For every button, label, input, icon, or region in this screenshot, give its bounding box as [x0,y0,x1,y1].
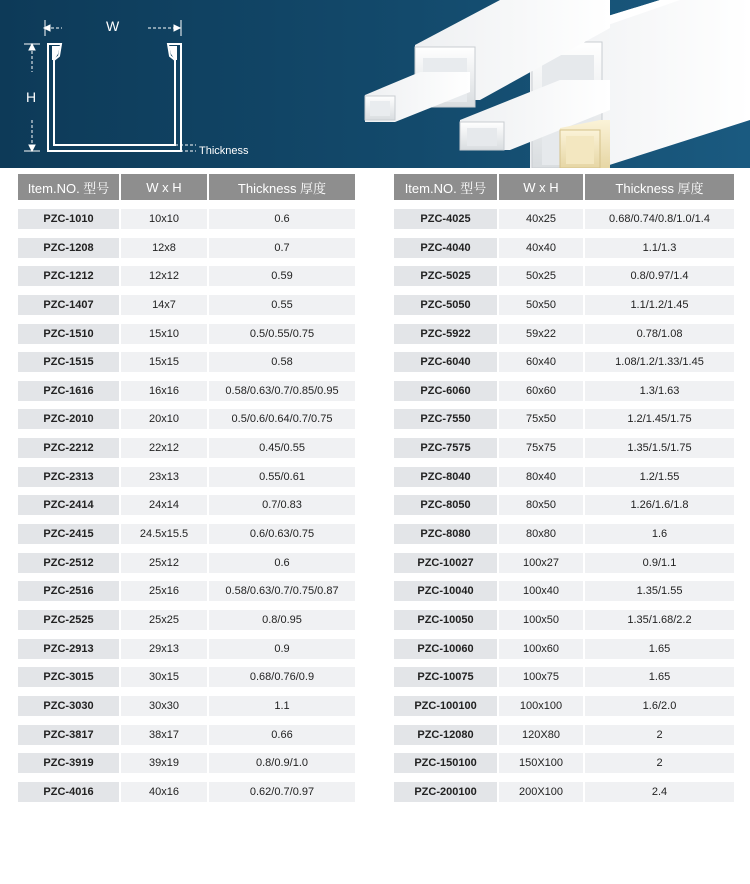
size-cell: 22x12 [121,438,209,458]
item-no-cell: PZC-7550 [394,409,499,429]
size-cell: 25x16 [121,581,209,601]
table-row [394,352,734,372]
item-no-cell: PZC-3919 [18,753,121,773]
item-no-cell: PZC-4025 [394,209,499,229]
size-cell: 75x50 [499,409,585,429]
item-no-cell: PZC-10050 [394,610,499,630]
table-row [394,209,734,229]
item-no-cell: PZC-5025 [394,266,499,286]
item-no-cell: PZC-3030 [18,696,121,716]
header-size: W x H [121,174,209,200]
size-cell: 100x40 [499,581,585,601]
size-cell: 14x7 [121,295,209,315]
item-no-cell: PZC-4016 [18,782,121,802]
size-cell: 12x12 [121,266,209,286]
item-no-cell: PZC-2512 [18,553,121,573]
table-row [18,639,355,659]
table-row [18,238,355,258]
thickness-cell: 1.65 [585,667,734,687]
item-no-cell: PZC-2212 [18,438,121,458]
size-cell: 59x22 [499,324,585,344]
table-row [394,553,734,573]
item-no-cell: PZC-1212 [18,266,121,286]
item-no-cell: PZC-8040 [394,467,499,487]
thickness-cell: 0.66 [209,725,355,745]
size-cell: 25x25 [121,610,209,630]
thickness-cell: 1.35/1.5/1.75 [585,438,734,458]
table-row [18,725,355,745]
table-row [394,696,734,716]
thickness-cell: 1.2/1.45/1.75 [585,409,734,429]
item-no-cell: PZC-1407 [18,295,121,315]
size-cell: 100x75 [499,667,585,687]
table-row [394,581,734,601]
item-no-cell: PZC-6060 [394,381,499,401]
thickness-cell: 1.3/1.63 [585,381,734,401]
table-row [394,381,734,401]
size-cell: 29x13 [121,639,209,659]
thickness-cell: 1.1/1.3 [585,238,734,258]
item-no-cell: PZC-1010 [18,209,121,229]
size-cell: 20x10 [121,409,209,429]
thickness-label: Thickness [199,145,249,157]
item-no-cell: PZC-150100 [394,753,499,773]
table-row [18,409,355,429]
table-row [18,753,355,773]
header-item-no: Item.NO. 型号 [18,174,121,200]
table-row [394,667,734,687]
table-row [394,639,734,659]
height-label: H [26,89,37,105]
item-no-cell: PZC-2516 [18,581,121,601]
table-body [18,209,355,802]
item-no-cell: PZC-2525 [18,610,121,630]
item-no-cell: PZC-2414 [18,495,121,515]
thickness-cell: 0.68/0.74/0.8/1.0/1.4 [585,209,734,229]
size-cell: 24.5x15.5 [121,524,209,544]
size-cell: 12x8 [121,238,209,258]
size-cell: 38x17 [121,725,209,745]
thickness-cell: 1.1/1.2/1.45 [585,295,734,315]
table-row [18,209,355,229]
cross-section-drawing [0,0,260,168]
size-cell: 50x50 [499,295,585,315]
item-no-cell: PZC-7575 [394,438,499,458]
table-row [18,295,355,315]
item-no-cell: PZC-10060 [394,639,499,659]
size-cell: 39x19 [121,753,209,773]
size-cell: 60x60 [499,381,585,401]
thickness-cell: 0.8/0.97/1.4 [585,266,734,286]
item-no-cell: PZC-10027 [394,553,499,573]
table-row [18,667,355,687]
thickness-cell: 0.58/0.63/0.7/0.75/0.87 [209,581,355,601]
size-cell: 40x40 [499,238,585,258]
size-cell: 60x40 [499,352,585,372]
table-row [18,524,355,544]
thickness-cell: 1.1 [209,696,355,716]
thickness-cell: 0.5/0.55/0.75 [209,324,355,344]
item-no-cell: PZC-100100 [394,696,499,716]
table-row [18,581,355,601]
table-row [18,324,355,344]
thickness-cell: 0.6 [209,209,355,229]
width-label: W [106,18,120,34]
size-cell: 40x16 [121,782,209,802]
size-cell: 40x25 [499,209,585,229]
thickness-cell: 0.9/1.1 [585,553,734,573]
item-no-cell: PZC-3015 [18,667,121,687]
thickness-cell: 0.58 [209,352,355,372]
size-cell: 25x12 [121,553,209,573]
table-row [18,467,355,487]
size-cell: 30x30 [121,696,209,716]
thickness-cell: 0.8/0.9/1.0 [209,753,355,773]
item-no-cell: PZC-1208 [18,238,121,258]
item-no-cell: PZC-1616 [18,381,121,401]
spec-table-left [18,174,355,810]
thickness-cell: 1.2/1.55 [585,467,734,487]
thickness-cell: 0.7/0.83 [209,495,355,515]
size-cell: 50x25 [499,266,585,286]
header-size: W x H [499,174,585,200]
size-cell: 80x40 [499,467,585,487]
thickness-cell: 1.08/1.2/1.33/1.45 [585,352,734,372]
table-row [18,553,355,573]
thickness-cell: 0.58/0.63/0.7/0.85/0.95 [209,381,355,401]
table-row [18,782,355,802]
table-row [394,782,734,802]
header-thickness: Thickness 厚度 [585,174,734,200]
item-no-cell: PZC-3817 [18,725,121,745]
table-row [394,438,734,458]
table-row [394,266,734,286]
spec-table-right [394,174,734,810]
thickness-cell: 1.6 [585,524,734,544]
item-no-cell: PZC-10040 [394,581,499,601]
thickness-cell: 0.55/0.61 [209,467,355,487]
thickness-cell: 0.62/0.7/0.97 [209,782,355,802]
product-illustration [360,0,750,168]
size-cell: 100x27 [499,553,585,573]
item-no-cell: PZC-200100 [394,782,499,802]
table-row [18,352,355,372]
size-cell: 15x15 [121,352,209,372]
table-header [394,174,734,200]
thickness-cell: 1.26/1.6/1.8 [585,495,734,515]
size-cell: 150X100 [499,753,585,773]
thickness-cell: 1.35/1.55 [585,581,734,601]
item-no-cell: PZC-5922 [394,324,499,344]
cross-section-diagram [0,0,260,168]
thickness-cell: 0.8/0.95 [209,610,355,630]
table-row [18,438,355,458]
table-row [394,295,734,315]
table-row [18,696,355,716]
thickness-cell: 2 [585,753,734,773]
table-row [18,495,355,515]
item-no-cell: PZC-6040 [394,352,499,372]
item-no-cell: PZC-12080 [394,725,499,745]
item-no-cell: PZC-5050 [394,295,499,315]
table-body [394,209,734,802]
item-no-cell: PZC-2913 [18,639,121,659]
item-no-cell: PZC-10075 [394,667,499,687]
table-row [394,238,734,258]
table-row [394,610,734,630]
table-row [394,409,734,429]
thickness-cell: 0.6/0.63/0.75 [209,524,355,544]
item-no-cell: PZC-2313 [18,467,121,487]
size-cell: 200X100 [499,782,585,802]
table-header [18,174,355,200]
table-row [394,753,734,773]
item-no-cell: PZC-2415 [18,524,121,544]
size-cell: 10x10 [121,209,209,229]
header-item-no: Item.NO. 型号 [394,174,499,200]
size-cell: 120X80 [499,725,585,745]
header-thickness: Thickness 厚度 [209,174,355,200]
table-row [394,524,734,544]
item-no-cell: PZC-4040 [394,238,499,258]
size-cell: 30x15 [121,667,209,687]
size-cell: 16x16 [121,381,209,401]
thickness-cell: 0.78/1.08 [585,324,734,344]
table-row [394,725,734,745]
thickness-cell: 0.5/0.6/0.64/0.7/0.75 [209,409,355,429]
size-cell: 75x75 [499,438,585,458]
size-cell: 100x60 [499,639,585,659]
size-cell: 24x14 [121,495,209,515]
cable-trunking-image [360,0,750,168]
size-cell: 100x100 [499,696,585,716]
header-banner [0,0,750,168]
table-row [18,266,355,286]
item-no-cell: PZC-1510 [18,324,121,344]
thickness-cell: 0.68/0.76/0.9 [209,667,355,687]
thickness-cell: 0.7 [209,238,355,258]
thickness-cell: 2 [585,725,734,745]
thickness-cell: 0.6 [209,553,355,573]
item-no-cell: PZC-8080 [394,524,499,544]
item-no-cell: PZC-1515 [18,352,121,372]
size-cell: 100x50 [499,610,585,630]
thickness-cell: 1.35/1.68/2.2 [585,610,734,630]
thickness-cell: 1.65 [585,639,734,659]
thickness-cell: 0.55 [209,295,355,315]
table-row [394,467,734,487]
thickness-cell: 0.45/0.55 [209,438,355,458]
size-cell: 15x10 [121,324,209,344]
table-row [18,610,355,630]
item-no-cell: PZC-2010 [18,409,121,429]
item-no-cell: PZC-8050 [394,495,499,515]
size-cell: 80x50 [499,495,585,515]
thickness-cell: 1.6/2.0 [585,696,734,716]
thickness-cell: 0.59 [209,266,355,286]
thickness-cell: 2.4 [585,782,734,802]
table-row [394,324,734,344]
thickness-cell: 0.9 [209,639,355,659]
table-row [18,381,355,401]
size-cell: 80x80 [499,524,585,544]
table-row [394,495,734,515]
size-cell: 23x13 [121,467,209,487]
